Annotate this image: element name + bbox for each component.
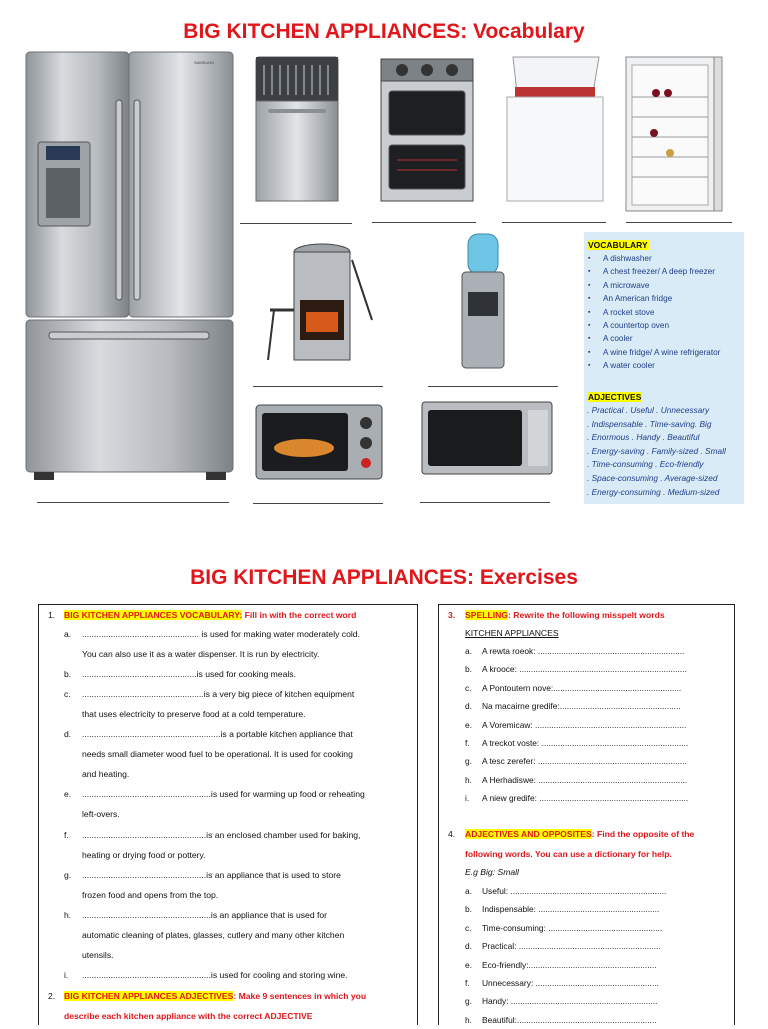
spelling-item[interactable]: A Pontoutern nove:....................................................... xyxy=(482,683,682,693)
fridge-brand-label: SAMSUNG xyxy=(194,60,215,65)
adjective-line: . Enormous . Handy . Beautiful xyxy=(587,432,700,443)
exercise-4-instruction-cont: following words. You can use a dictionary for help. xyxy=(465,849,672,859)
rocket-stove-image xyxy=(260,240,380,370)
exercise-1-instruction: Fill in with the correct word xyxy=(244,610,357,620)
exercise-3-instruction: : Rewrite the following misspelt words xyxy=(507,610,665,620)
item-label: e. xyxy=(64,789,72,799)
answer-line-water-cooler[interactable] xyxy=(428,386,558,387)
item-label: h. xyxy=(64,910,72,920)
item-label: c. xyxy=(465,683,472,693)
opposite-item[interactable]: Indispensable: .................................................... xyxy=(482,904,660,914)
answer-line-cooker[interactable] xyxy=(372,222,476,223)
item-label: b. xyxy=(465,664,472,674)
exercise-2-header xyxy=(64,991,366,1001)
vocabulary-list xyxy=(584,252,744,373)
exercises-title: BIG KITCHEN APPLIANCES: Exercises xyxy=(190,566,578,589)
exercise-3-header xyxy=(465,610,665,620)
item-label: i. xyxy=(465,793,470,803)
vocabulary-heading: VOCABULARY xyxy=(588,240,648,250)
exercise-4-heading: ADJECTIVES AND OPPOSITES xyxy=(465,829,592,839)
spelling-item[interactable]: A treckot voste: ............................................................... xyxy=(482,738,689,748)
adjective-line: . Space-consuming . Average-sized xyxy=(587,472,718,483)
wine-fridge-image xyxy=(624,55,726,215)
spelling-item[interactable]: A Herhadiswe: ................................................................ xyxy=(482,775,688,785)
adjective-line: . Time-consuming . Eco-friendly xyxy=(587,459,704,470)
water-cooler-image xyxy=(452,232,514,372)
item-text: frozen food and opens from the top. xyxy=(82,890,219,900)
exercise-4-example: E.g Big: Small xyxy=(465,867,519,877)
item-text: and heating. xyxy=(82,769,130,779)
item-label: g. xyxy=(465,996,472,1006)
item-label: a. xyxy=(64,629,72,639)
list-item: ▪ A microwave xyxy=(584,279,744,292)
opposite-item[interactable]: Handy: ............................................................... xyxy=(482,996,658,1006)
fill-in-line[interactable]: ......................................................is an appliance that is used for xyxy=(82,910,328,920)
opposite-item[interactable]: Beautiful:............................................................ xyxy=(482,1015,657,1025)
fill-in-line[interactable]: ...................................................is a very big piece of kitchen equipment xyxy=(82,689,355,699)
spelling-item[interactable]: A Voremicaw: ................................................................. xyxy=(482,720,687,730)
item-label: i. xyxy=(64,970,69,980)
item-label: d. xyxy=(465,941,472,951)
item-text: You can also use it as a water dispenser. It is run by electricity. xyxy=(82,649,320,659)
fill-in-line[interactable]: ......................................................is used for warming up food or reheating xyxy=(82,789,365,799)
exercise-1-heading: BIG KITCHEN APPLIANCES VOCABULARY: xyxy=(64,610,243,620)
item-text: heating or drying food or pottery. xyxy=(82,850,206,860)
exercise-3-subheading: KITCHEN APPLIANCES xyxy=(465,628,559,638)
item-text: needs small diameter wood fuel to be operational. It is used for cooking xyxy=(82,749,353,759)
adjective-line: . Energy-saving . Family-sized . Small xyxy=(587,445,726,456)
item-label: d. xyxy=(465,701,472,711)
fill-in-line[interactable]: ....................................................is an enclosed chamber used for baking, xyxy=(82,830,361,840)
item-label: f. xyxy=(465,978,470,988)
list-item: ▪ An American fridge xyxy=(584,292,744,305)
exercise-box-right xyxy=(438,604,735,1025)
item-label: g. xyxy=(64,870,72,880)
item-label: c. xyxy=(465,923,472,933)
cooker-image xyxy=(377,55,477,205)
exercise-3-heading: SPELLING xyxy=(465,610,508,620)
item-label: a. xyxy=(465,646,472,656)
opposite-item[interactable]: Time-consuming: ................................................. xyxy=(482,923,663,933)
exercise-4-instruction: : Find the opposite of the xyxy=(591,829,695,839)
list-item: ▪ A chest freezer/ A deep freezer xyxy=(584,265,744,278)
item-label: d. xyxy=(64,729,72,739)
adjectives-heading: ADJECTIVES xyxy=(588,392,642,402)
list-item: ▪ A water cooler xyxy=(584,359,744,372)
adjectives-list xyxy=(587,404,744,499)
exercise-2-instruction-cont: describe each kitchen appliance with the correct ADJECTIVE xyxy=(64,1011,313,1021)
list-item: ▪ A countertop oven xyxy=(584,319,744,332)
opposite-item[interactable]: Eco-friendly:....................................................... xyxy=(482,960,657,970)
opposite-item[interactable]: Practical: ............................................................. xyxy=(482,941,661,951)
fill-in-line[interactable]: ..........................................................is a portable kitchen appliance that xyxy=(82,729,353,739)
spelling-item[interactable]: A krooce: ........................................................................ xyxy=(482,664,687,674)
exercise-2-heading: BIG KITCHEN APPLIANCES ADJECTIVES xyxy=(64,991,234,1001)
list-item: ▪ A cooler xyxy=(584,332,744,345)
exercise-1-header xyxy=(64,610,356,620)
spelling-item[interactable]: Na macairne gredife:.................................................... xyxy=(482,701,681,711)
countertop-oven-image xyxy=(254,403,384,481)
adjective-line: . Indispensable . Time-saving. Big xyxy=(587,418,712,429)
item-text: that uses electricity to preserve food at a cold temperature. xyxy=(82,709,306,719)
american-fridge-image xyxy=(24,50,236,482)
answer-line-microwave[interactable] xyxy=(420,502,550,503)
chest-freezer-image xyxy=(503,55,607,205)
list-item: ▪ A dishwasher xyxy=(584,252,744,265)
answer-line-dishwasher[interactable] xyxy=(240,223,352,224)
answer-line-freezer[interactable] xyxy=(502,222,606,223)
dishwasher-image xyxy=(246,55,346,205)
exercise-box-left xyxy=(38,604,418,1025)
spelling-item[interactable]: A rewta roeok: ............................................................... xyxy=(482,646,685,656)
vocabulary-box xyxy=(584,232,744,504)
exercise-2-instruction: : Make 9 sentences in which you xyxy=(233,991,367,1001)
list-item: ▪ A wine fridge/ A wine refrigerator xyxy=(584,346,744,359)
fill-in-line[interactable]: ......................................................is used for cooling and storing wine. xyxy=(82,970,348,980)
item-label: b. xyxy=(465,904,472,914)
item-label: e. xyxy=(465,960,472,970)
exercise-number: 2. xyxy=(48,991,56,1001)
fill-in-line[interactable]: ................................................is used for cooking meals. xyxy=(82,669,296,679)
item-label: a. xyxy=(465,886,472,896)
item-label: g. xyxy=(465,756,472,766)
answer-line-wine-fridge[interactable] xyxy=(626,222,732,223)
microwave-image xyxy=(420,400,554,476)
item-label: b. xyxy=(64,669,72,679)
adjective-line: . Energy-consuming . Medium-sized xyxy=(587,486,720,497)
answer-line-rocket-stove[interactable] xyxy=(253,386,383,387)
exercise-4-header xyxy=(465,829,694,839)
list-item: ▪ A rocket stove xyxy=(584,306,744,319)
item-text: utensils. xyxy=(82,950,114,960)
exercise-number: 1. xyxy=(48,610,56,620)
item-text: automatic cleaning of plates, glasses, cutlery and many other kitchen xyxy=(82,930,345,940)
item-label: f. xyxy=(64,830,69,840)
item-label: f. xyxy=(465,738,470,748)
fill-in-line[interactable]: ................................................. is used for making water moderately cold. xyxy=(82,629,360,639)
opposite-item[interactable]: Unnecessary: ..................................................... xyxy=(482,978,659,988)
item-label: h. xyxy=(465,1015,472,1025)
item-label: h. xyxy=(465,775,472,785)
exercise-number: 4. xyxy=(448,829,456,839)
item-text: left-overs. xyxy=(82,809,120,819)
answer-line-countertop-oven[interactable] xyxy=(253,503,383,504)
vocabulary-title: BIG KITCHEN APPLIANCES: Vocabulary xyxy=(183,20,585,43)
exercise-number: 3. xyxy=(448,610,456,620)
answer-line-fridge[interactable] xyxy=(37,502,229,503)
spelling-item[interactable]: A niew gredife: ................................................................ xyxy=(482,793,689,803)
item-label: c. xyxy=(64,689,71,699)
item-label: e. xyxy=(465,720,472,730)
adjective-line: . Practical . Useful . Unnecessary xyxy=(587,405,710,415)
opposite-item[interactable]: Useful: ................................................................... xyxy=(482,886,667,896)
spelling-item[interactable]: A tesc zerefer: ................................................................ xyxy=(482,756,687,766)
fill-in-line[interactable]: ....................................................is an appliance that is used to store xyxy=(82,870,341,880)
